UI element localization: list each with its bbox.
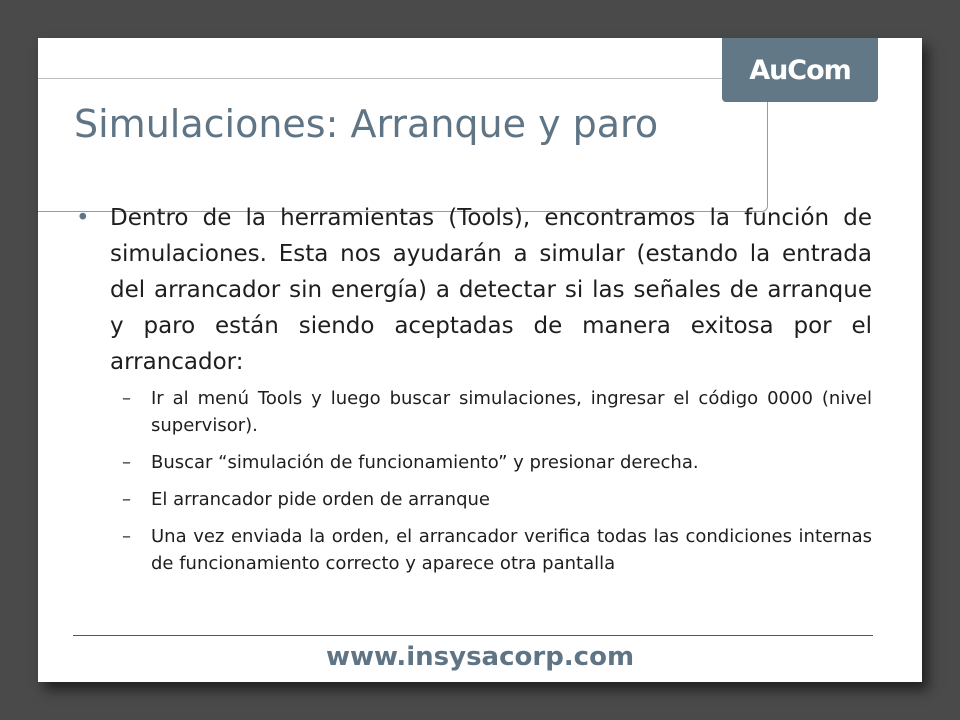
dash-icon: – bbox=[122, 388, 131, 409]
logo-text: AuCom bbox=[749, 54, 851, 86]
footer-divider bbox=[73, 635, 873, 636]
slide bbox=[38, 38, 922, 682]
slide-title: Simulaciones: Arranque y paro bbox=[74, 102, 659, 146]
dash-icon: – bbox=[122, 489, 131, 510]
sub-item bbox=[74, 449, 872, 476]
main-bullet bbox=[74, 200, 872, 380]
sub-item bbox=[74, 523, 872, 577]
sub-item-text: Una vez enviada la orden, el arrancador verifica todas las condiciones internas de funcionamiento correcto y aparece otra pantalla bbox=[151, 526, 872, 574]
sub-item bbox=[74, 486, 872, 513]
slide-content bbox=[74, 200, 872, 587]
sub-item-text: Ir al menú Tools y luego buscar simulaciones, ingresar el código 0000 (nivel supervisor). bbox=[151, 388, 872, 436]
dash-icon: – bbox=[122, 526, 131, 547]
sub-item-text: El arrancador pide orden de arranque bbox=[151, 489, 490, 510]
sub-item-text: Buscar “simulación de funcionamiento” y presionar derecha. bbox=[151, 452, 699, 473]
bullet-icon: • bbox=[76, 205, 90, 231]
sub-item bbox=[74, 385, 872, 439]
aucom-logo bbox=[722, 38, 878, 102]
dash-icon: – bbox=[122, 452, 131, 473]
main-bullet-text: Dentro de la herramientas (Tools), encontramos la función de simulaciones. Esta nos ayudarán a simular (estando la entrada del arrancador sin energía) a detectar si las señales de arranque y paro están siendo aceptadas de manera exitosa por el arrancador: bbox=[110, 205, 872, 375]
footer-url[interactable]: www.insysacorp.com bbox=[325, 642, 635, 672]
